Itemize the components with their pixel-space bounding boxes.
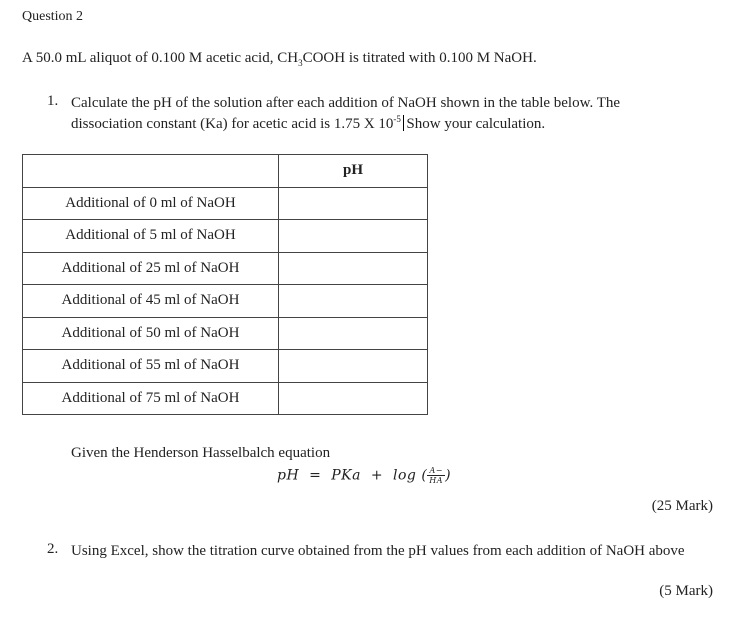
table-row: [23, 220, 428, 253]
intro-text-a: A 50.0 mL aliquot of 0.100 M acetic acid, CH: [22, 50, 299, 66]
table-cell-label[interactable]: Additional of 0 ml of NaOH: [23, 187, 279, 220]
eq-log: log: [393, 467, 417, 484]
table-row: [23, 350, 428, 383]
table-row: [23, 285, 428, 318]
table-cell-ph[interactable]: [279, 252, 428, 285]
table-row: [23, 317, 428, 350]
table-cell-label[interactable]: Additional of 45 ml of NaOH: [23, 285, 279, 318]
eq-fraction: [427, 466, 445, 485]
table-cell-ph[interactable]: [279, 317, 428, 350]
eq-close-paren: ): [445, 467, 452, 484]
table-row: [23, 382, 428, 415]
henderson-hasselbalch-equation: [277, 466, 451, 485]
text-cursor: [403, 115, 405, 131]
table-header-label[interactable]: [23, 155, 279, 188]
eq-denominator: HA: [429, 476, 444, 485]
item1-text-b: Show your calculation.: [406, 116, 546, 132]
mark-5: (5 Mark): [659, 583, 713, 599]
intro-text-b: COOH is titrated with 0.100 M NaOH.: [302, 50, 537, 66]
item2-text: Using Excel, show the titration curve obtained from the pH values from each addition of NaOH above: [71, 543, 685, 559]
item1-text: [71, 93, 691, 135]
table-cell-label[interactable]: Additional of 50 ml of NaOH: [23, 317, 279, 350]
table-cell-label[interactable]: Additional of 5 ml of NaOH: [23, 220, 279, 253]
table-cell-ph[interactable]: [279, 382, 428, 415]
table-cell-ph[interactable]: [279, 187, 428, 220]
eq-lhs: pH: [277, 467, 300, 484]
ph-table: [22, 154, 428, 415]
eq-numerator: A−: [427, 466, 445, 476]
item1-text-a: Calculate the pH of the solution after each addition of NaOH shown in the table below. The dissociation constant (Ka) for acetic acid is 1.75 X 10: [71, 95, 621, 132]
eq-plus: +: [370, 467, 384, 484]
table-cell-ph[interactable]: [279, 285, 428, 318]
item1-exponent: -5: [393, 114, 401, 124]
intro-subscript: 3: [298, 58, 303, 68]
eq-open-paren: (: [421, 467, 428, 484]
table-cell-label[interactable]: Additional of 55 ml of NaOH: [23, 350, 279, 383]
table-row: [23, 187, 428, 220]
table-cell-label[interactable]: Additional of 25 ml of NaOH: [23, 252, 279, 285]
item1-number: 1.: [47, 93, 59, 109]
mark-25: (25 Mark): [651, 498, 713, 514]
table-cell-ph[interactable]: [279, 220, 428, 253]
given-text: Given the Henderson Hasselbalch equation: [71, 445, 331, 461]
item2-number: 2.: [47, 541, 59, 557]
intro-paragraph: [22, 50, 537, 67]
table-row: [23, 252, 428, 285]
eq-pka: PKa: [331, 467, 361, 484]
table-header-row: [23, 155, 428, 188]
table-cell-label[interactable]: Additional of 75 ml of NaOH: [23, 382, 279, 415]
eq-equals: =: [309, 467, 322, 484]
table-cell-ph[interactable]: [279, 350, 428, 383]
question-title: Question 2: [22, 9, 84, 24]
table-header-ph[interactable]: pH: [279, 155, 428, 188]
